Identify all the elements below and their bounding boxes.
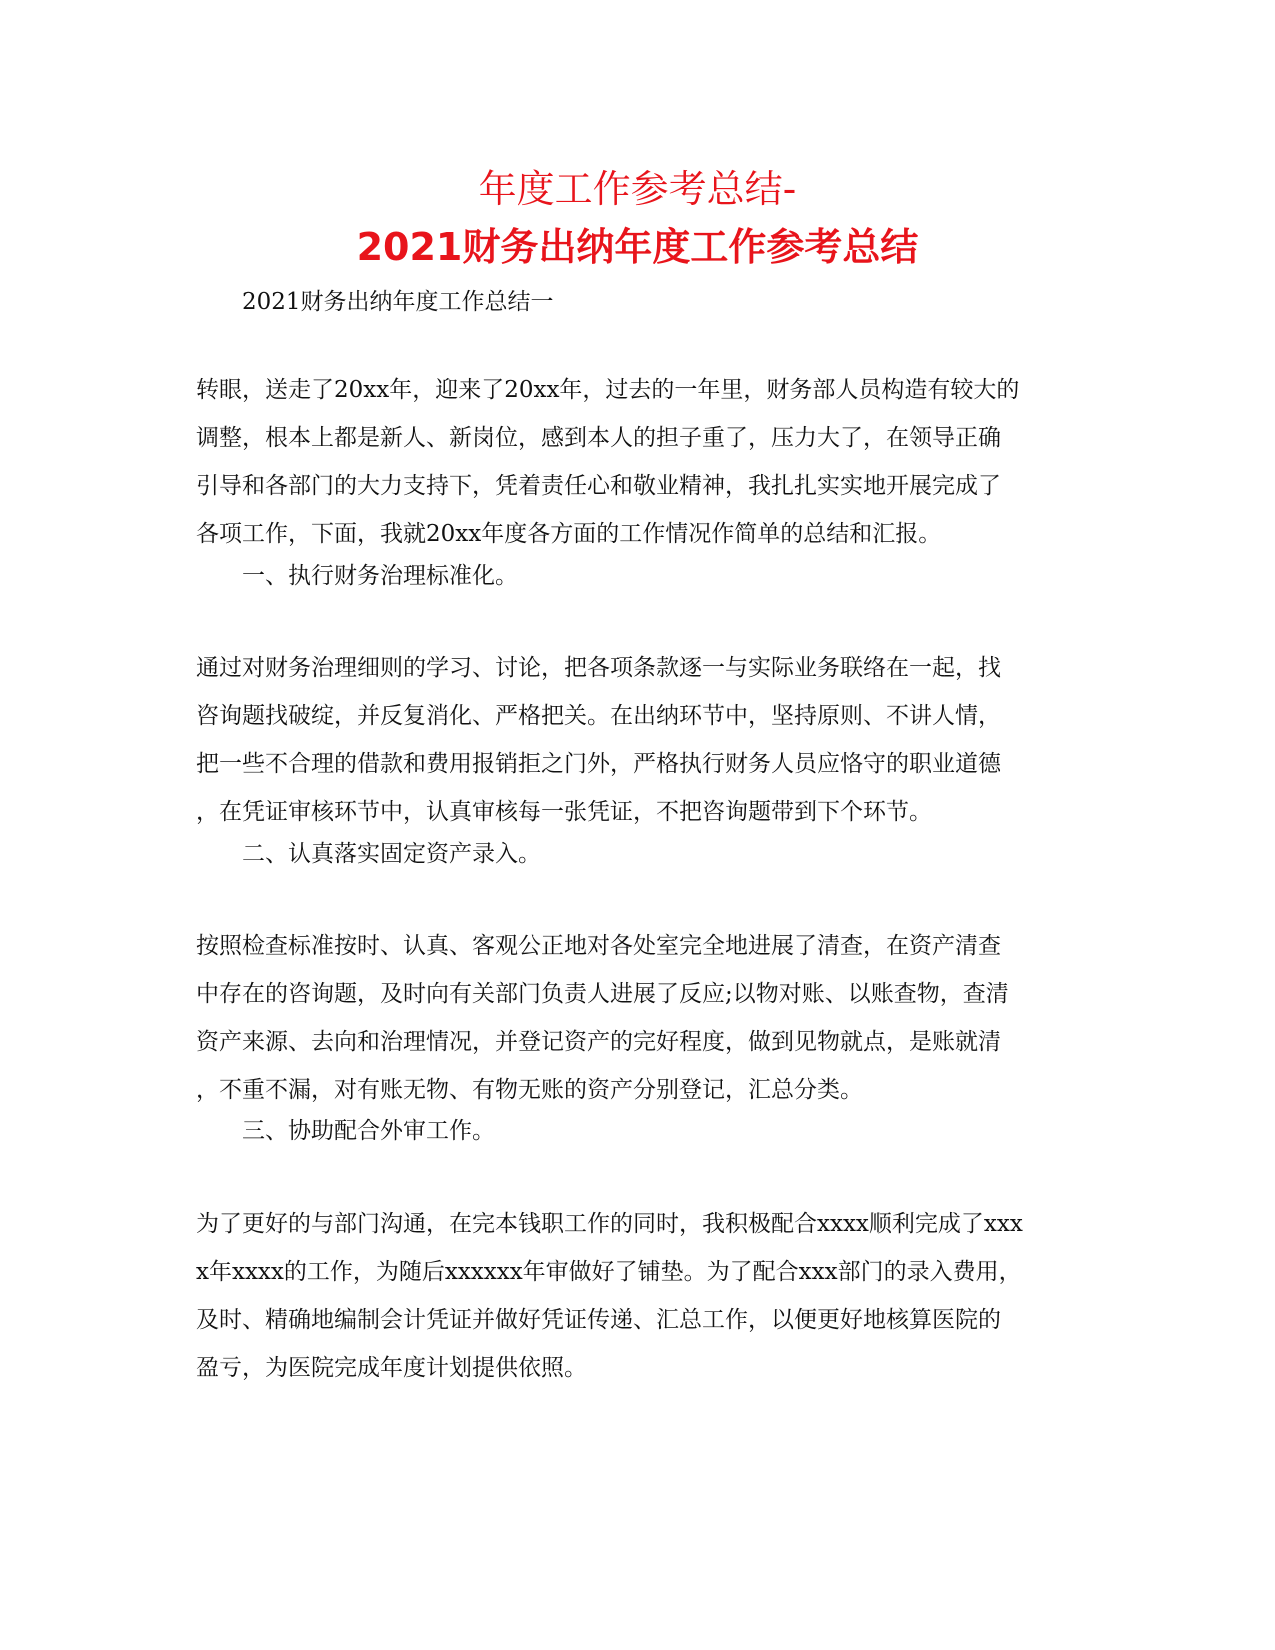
paragraph-3 [196,922,1086,1114]
paragraph-line: 转眼，送走了20xx年，迎来了20xx年，过去的一年里，财务部人员构造有较大的 [196,377,1020,403]
paragraph-line: 按照检查标准按时、认真、客观公正地对各处室完全地进展了清查，在资产清查 [196,933,1001,959]
paragraph-2 [196,644,1086,836]
title-line-2: 2021财务出纳年度工作参考总结 [356,225,919,269]
title-line-1: 年度工作参考总结- [478,167,797,211]
section-heading-3: 三、协助配合外审工作。 [242,1118,495,1144]
section-heading-1: 一、执行财务治理标准化。 [242,563,518,589]
paragraph-line: 为了更好的与部门沟通，在完本钱职工作的同时，我积极配合xxxx顺利完成了xxx [196,1211,1023,1237]
paragraph-line: 咨询题找破绽，并反复消化、严格把关。在出纳环节中，坚持原则、不讲人情， [196,703,1001,729]
subtitle: 2021财务出纳年度工作总结一 [242,289,554,315]
paragraph-line: x年xxxx的工作，为随后xxxxxx年审做好了铺垫。为了配合xxx部门的录入费用， [196,1259,1022,1285]
paragraph-line: 中存在的咨询题，及时向有关部门负责人进展了反应;以物对账、以账查物，查清 [196,981,1009,1007]
paragraph-4 [196,1200,1086,1392]
paragraph-line: 调整，根本上都是新人、新岗位，感到本人的担子重了，压力大了，在领导正确 [196,425,1001,451]
paragraph-line: ，在凭证审核环节中，认真审核每一张凭证，不把咨询题带到下个环节。 [196,799,932,825]
paragraph-line: 资产来源、去向和治理情况，并登记资产的完好程度，做到见物就点，是账就清 [196,1029,1001,1055]
paragraph-line: 各项工作，下面，我就20xx年度各方面的工作情况作简单的总结和汇报。 [196,521,942,547]
paragraph-1 [196,366,1086,558]
paragraph-line: 及时、精确地编制会计凭证并做好凭证传递、汇总工作，以便更好地核算医院的 [196,1307,1001,1333]
document-title [0,160,1275,276]
section-heading-2: 二、认真落实固定资产录入。 [242,841,541,867]
paragraph-line: ，不重不漏，对有账无物、有物无账的资产分别登记，汇总分类。 [196,1077,863,1103]
paragraph-line: 通过对财务治理细则的学习、讨论，把各项条款逐一与实际业务联络在一起，找 [196,655,1001,681]
paragraph-line: 引导和各部门的大力支持下，凭着责任心和敬业精神，我扎扎实实地开展完成了 [196,473,1001,499]
paragraph-line: 把一些不合理的借款和费用报销拒之门外，严格执行财务人员应恪守的职业道德 [196,751,1001,777]
paragraph-line: 盈亏，为医院完成年度计划提供依照。 [196,1355,587,1381]
